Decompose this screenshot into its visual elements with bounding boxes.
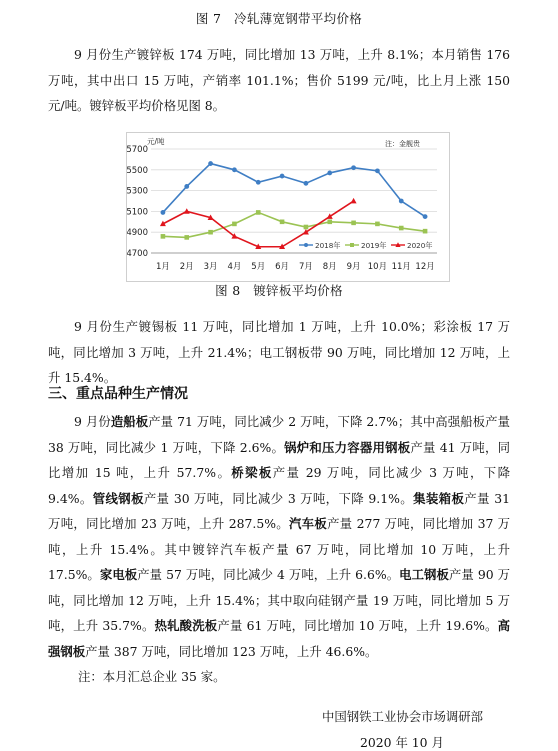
data-point [399, 226, 404, 231]
y-tick-label: 4900 [127, 228, 148, 239]
data-point [375, 168, 380, 173]
paragraph-text: 产量 61 万吨，同比增加 10 万吨，上升 19.6%。 [217, 618, 498, 633]
report-date: 2020 年 10 月 [360, 735, 444, 750]
x-tick-label: 7月 [298, 262, 313, 272]
paragraph-text: 产量 71 万吨，同比减少 2 万吨，下降 2.7%；其中高强船板产量 38 万吨，同比减少 1 万吨，下降 2.6%。 [48, 414, 510, 455]
x-tick-label: 9月 [346, 262, 361, 272]
tinplate-paragraph [48, 314, 510, 391]
data-point [423, 214, 428, 219]
product-name: 热轧酸洗板 [154, 618, 218, 633]
data-point [256, 180, 261, 185]
data-point [208, 230, 213, 235]
paragraph-text: 产量 30 万吨，同比减少 3 万吨，下降 9.1%。 [143, 490, 414, 506]
x-tick-label: 12月 [415, 262, 435, 272]
series-line-2018年 [163, 164, 425, 217]
legend-label: 2018年 [315, 241, 341, 250]
data-point [304, 225, 309, 230]
paragraph-text: 产量 387 万吨，同比增加 123 万吨，上升 46.6%。 [85, 643, 378, 659]
y-tick-label: 5500 [127, 165, 148, 176]
galvanized-price-chart [126, 132, 450, 282]
data-point [184, 208, 190, 214]
data-point [184, 235, 189, 240]
data-point [304, 181, 309, 186]
paragraph-text: 产量 57 万吨，同比减少 4 万吨，上升 6.6%。 [137, 567, 400, 582]
y-tick-label: 4700 [127, 249, 148, 259]
product-name: 高强钢板 [48, 618, 510, 659]
paragraph-text: 9 月份 [74, 414, 111, 429]
tinplate-paragraph-text: 9 月份生产镀锡板 11 万吨，同比增加 1 万吨，上升 10.0%；彩涂板 17 万吨，同比增加 3 万吨，上升 21.4%；电工钢板带 90 万吨，同比增加 12 万吨，上升 15.4%。 [48, 319, 510, 385]
y-tick-label: 5300 [127, 186, 148, 197]
section-heading: 三、重点品种生产情况 [48, 386, 188, 402]
figure-8-caption: 图 8 镀锌板平均价格 [215, 283, 343, 298]
x-tick-label: 2月 [179, 262, 194, 272]
x-tick-label: 5月 [251, 262, 266, 272]
data-point [423, 229, 428, 234]
product-name: 管线钢板 [92, 490, 144, 506]
legend-marker [350, 243, 354, 247]
galvanized-paragraph-text: 9 月份生产镀锌板 174 万吨，同比增加 13 万吨，上升 8.1%；本月销售 176 万吨，其中出口 15 万吨，产销率 101.1%；售价 5199 元/吨，比上月上涨 150 元/吨。镀锌板平均价格见图 8。 [48, 47, 510, 113]
series-line-2020年 [163, 201, 354, 247]
product-name: 造船板 [110, 414, 149, 429]
x-tick-label: 4月 [227, 262, 242, 272]
data-point [327, 171, 332, 176]
data-point [161, 234, 166, 239]
x-tick-label: 8月 [322, 262, 337, 272]
data-point [327, 220, 332, 225]
galvanized-paragraph [48, 42, 510, 119]
y-tick-label: 5700 [127, 145, 148, 155]
product-name: 电工钢板 [399, 567, 449, 582]
y-tick-label: 5100 [127, 207, 148, 218]
data-point [256, 210, 261, 215]
x-tick-label: 11月 [391, 262, 411, 272]
paragraph-text: 产量 90 万吨，同比增加 12 万吨，上升 15.4%；其中取向硅钢产量 19 万吨，同比增加 5 万吨，上升 35.7%。 [48, 567, 511, 633]
product-name: 锅炉和压力容器用钢板 [284, 439, 411, 455]
organization-signature: 中国钢铁工业协会市场调研部 [322, 709, 484, 724]
figure-7-caption: 图 7 冷轧薄宽钢带平均价格 [195, 11, 363, 26]
data-point [280, 220, 285, 225]
x-tick-label: 1月 [155, 262, 170, 272]
paragraph-text: 产量 31 万吨，同比增加 23 万吨，上升 287.5%。 [48, 490, 510, 531]
paragraph-text: 产量 277 万吨，同比增加 37 万吨，上升 15.4%。其中镀锌汽车板产量 67 万吨，同比增加 10 万吨，上升 17.5%。 [48, 516, 511, 582]
data-point [351, 221, 356, 226]
data-point [161, 210, 166, 215]
data-point [375, 222, 380, 227]
data-point [232, 222, 237, 227]
chart-note: 注：金舰贵 [385, 140, 420, 148]
x-tick-label: 3月 [203, 262, 218, 272]
product-name: 家电板 [99, 567, 138, 582]
key-products-paragraph [48, 409, 510, 664]
product-name: 桥梁板 [231, 465, 273, 480]
y-axis-unit: 元/吨 [147, 137, 165, 146]
paragraph-text: 产量 29 万吨，同比减少 3 万吨，下降 9.4%。 [48, 465, 511, 506]
data-point [351, 198, 357, 204]
footnote: 注：本月汇总企业 35 家。 [78, 669, 226, 684]
x-tick-label: 6月 [275, 262, 290, 272]
data-point [232, 167, 237, 172]
data-point [184, 184, 189, 189]
paragraph-text: 产量 41 万吨，同比增加 15 吨，上升 57.7%。 [48, 439, 510, 480]
product-name: 汽车板 [288, 516, 328, 531]
chart-svg [127, 133, 449, 281]
product-name: 集装箱板 [413, 490, 465, 506]
legend-label: 2019年 [361, 241, 387, 250]
data-point [399, 199, 404, 204]
data-point [280, 174, 285, 179]
legend-label: 2020年 [407, 241, 433, 250]
legend-marker [304, 243, 308, 247]
data-point [208, 161, 213, 166]
x-tick-label: 10月 [367, 262, 388, 272]
data-point [351, 165, 356, 170]
